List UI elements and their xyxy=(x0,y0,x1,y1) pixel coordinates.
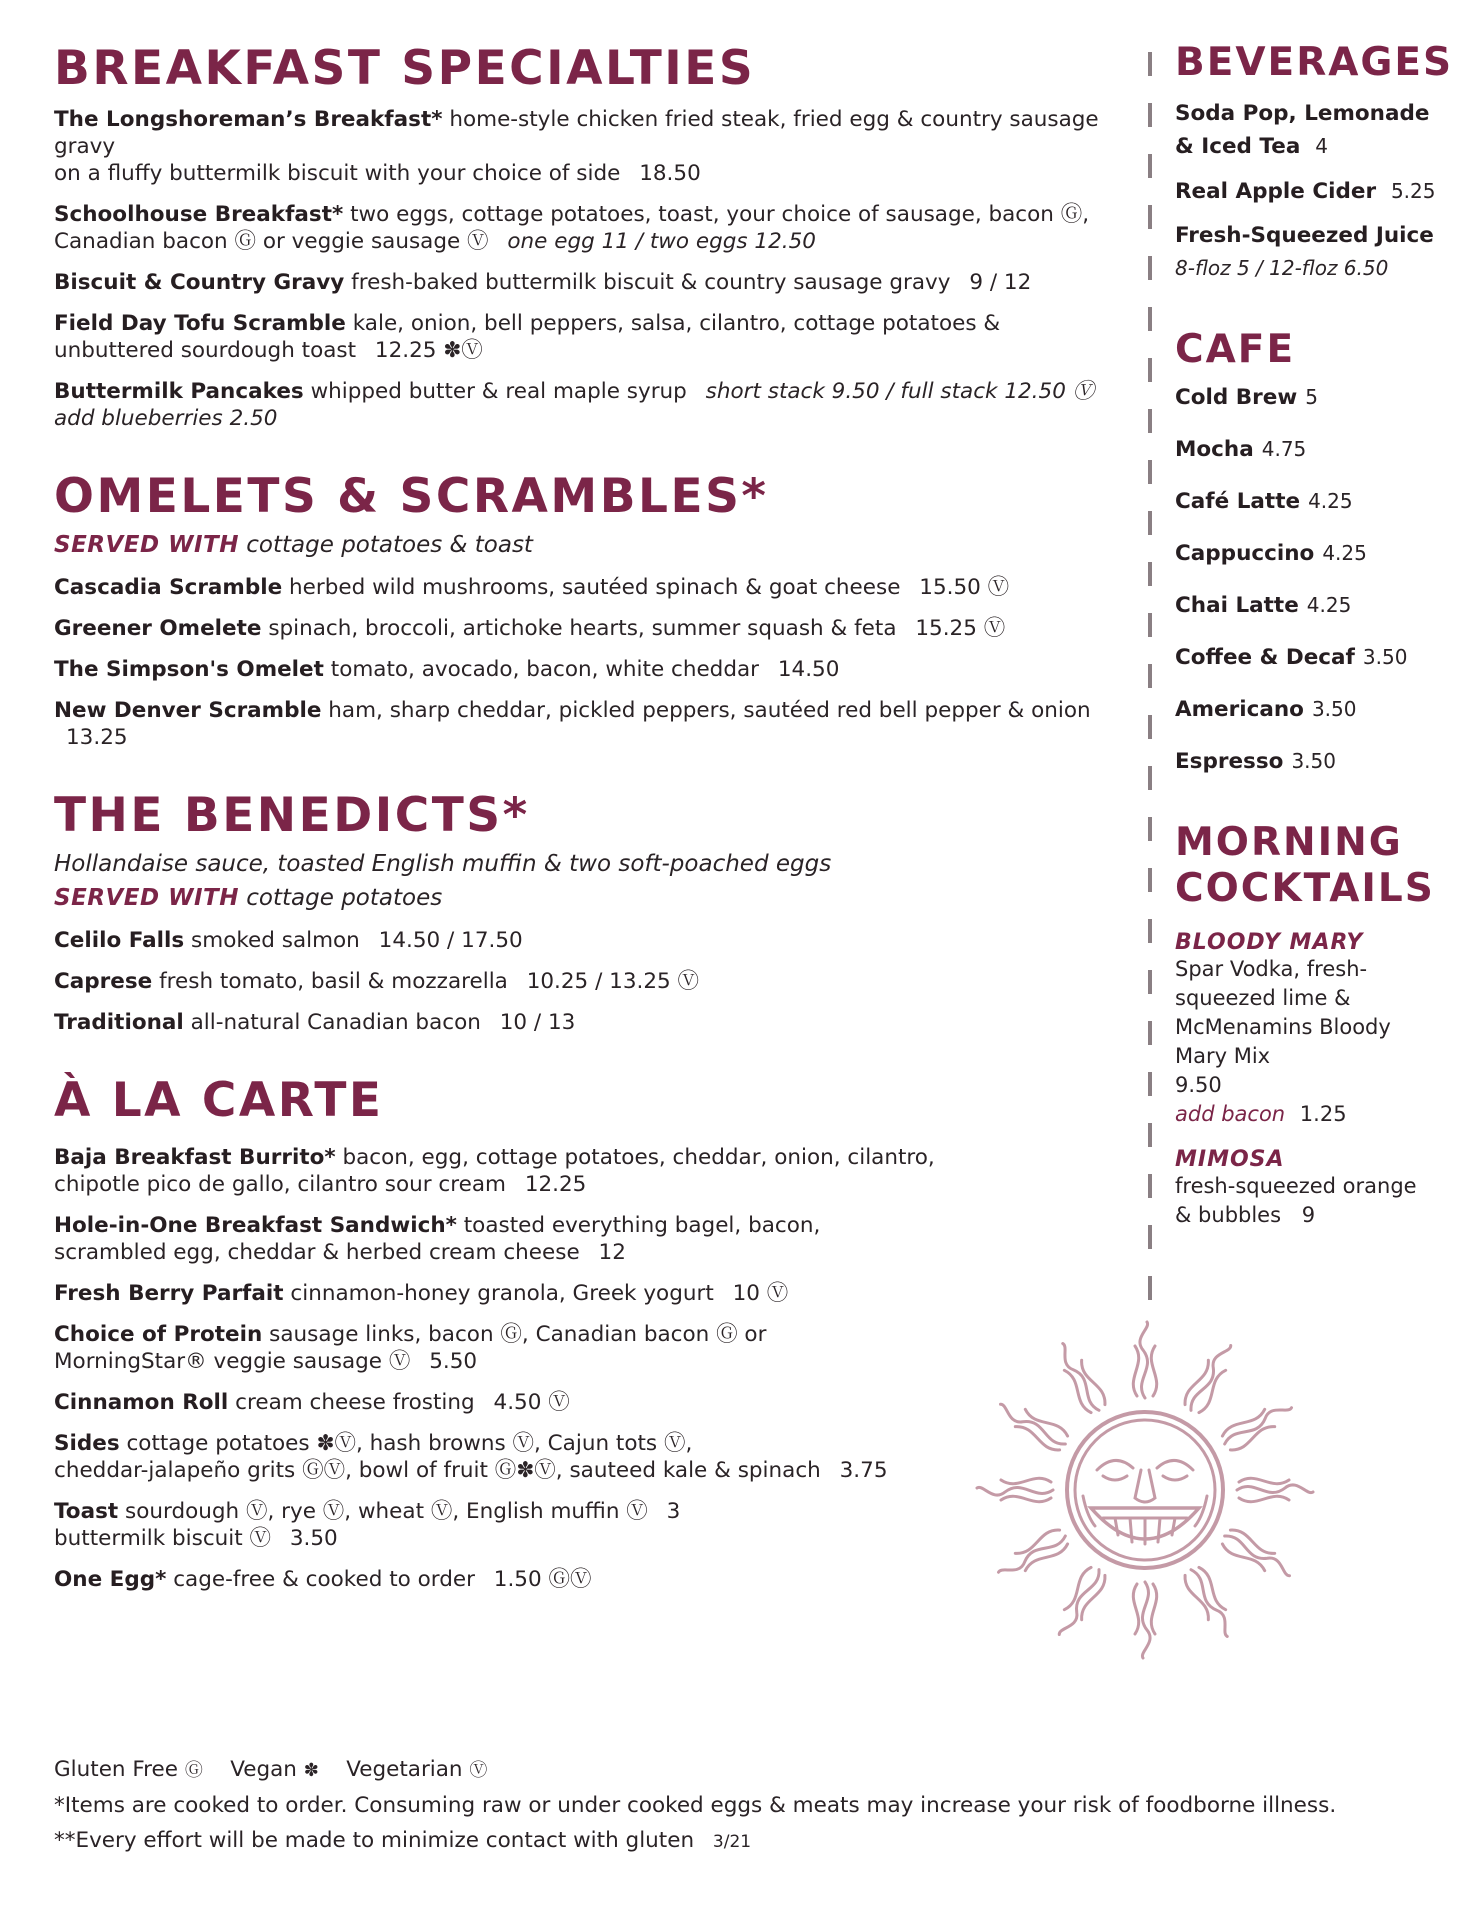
item-price: 4 xyxy=(1315,134,1328,158)
item-price: 10 / 13 xyxy=(499,1010,576,1035)
menu-item xyxy=(54,378,1134,432)
item-name: Fresh Berry Parfait xyxy=(54,1281,284,1306)
item-name: The Simpson's Omelet xyxy=(54,657,324,682)
item-desc: sourdough Ⓥ, rye Ⓥ, wheat Ⓥ, English muffin Ⓥ xyxy=(125,1499,648,1524)
item-desc-2: chipotle pico de gallo, cilantro sour cream xyxy=(54,1172,506,1197)
item-price: one egg 11 / two eggs 12.50 xyxy=(507,229,816,254)
item-desc: kale, onion, bell peppers, salsa, cilantro, cottage potatoes & xyxy=(352,311,1001,336)
item-name: Chai Latte xyxy=(1175,593,1299,618)
omelets-section xyxy=(54,468,1134,751)
vegan-icon: ✽ xyxy=(303,1760,319,1781)
item-desc: two eggs, cottage potatoes, toast, your choice of sausage, bacon Ⓖ, xyxy=(350,202,1090,227)
item-price: 12 xyxy=(598,1240,626,1265)
item-desc: bacon, egg, cottage potatoes, cheddar, onion, cilantro, xyxy=(342,1145,935,1170)
item-desc-2: Canadian bacon Ⓖ or veggie sausage Ⓥ xyxy=(54,229,489,254)
item-desc-2: cheddar-jalapeño grits ⒼⓋ, bowl of fruit Ⓖ✽Ⓥ, sauteed kale & spinach xyxy=(54,1458,821,1483)
breakfast-section xyxy=(54,40,1134,432)
vegetarian-label: Vegetarian xyxy=(346,1757,463,1782)
menu-item xyxy=(54,1280,1134,1307)
benedicts-title: THE BENEDICTS* xyxy=(54,788,530,843)
food-safety-note: *Items are cooked to order. Consuming raw or under cooked eggs & meats may increase your risk of foodborne illness. xyxy=(54,1793,1337,1818)
item-desc: all-natural Canadian bacon xyxy=(190,1010,481,1035)
desc-line: Mary Mix xyxy=(1175,1044,1271,1068)
menu-item xyxy=(54,656,1134,683)
item-price: 5 xyxy=(1305,385,1318,409)
item-name: Baja Breakfast Burrito* xyxy=(54,1145,336,1170)
item-name-2: & Iced Tea xyxy=(1175,134,1301,159)
item-name: Americano xyxy=(1175,697,1304,722)
item-price: 4.75 xyxy=(1261,437,1307,461)
item-name: Greener Omelete xyxy=(54,616,262,641)
item-name: Cold Brew xyxy=(1175,385,1298,410)
item-price: 10.25 / 13.25 Ⓥ xyxy=(526,969,700,994)
menu-item xyxy=(54,106,1134,187)
item-desc: cage-free & cooked to order xyxy=(173,1567,475,1592)
sun-face-icon xyxy=(975,1320,1315,1660)
item-name: Espresso xyxy=(1175,749,1284,774)
item-name: Celilo Falls xyxy=(54,928,185,953)
item-desc: home-style chicken fried steak, fried egg & country sausage gravy xyxy=(54,107,1099,159)
item-price: 14.50 / 17.50 xyxy=(378,928,523,953)
item-name: Cascadia Scramble xyxy=(54,575,283,600)
item-name: Choice of Protein xyxy=(54,1322,263,1347)
item-name: New Denver Scramble xyxy=(54,698,322,723)
cafe-item xyxy=(1175,641,1445,674)
column-divider xyxy=(1148,52,1152,1312)
item-sizes: 8-floz 5 / 12-floz 6.50 xyxy=(1175,256,1389,280)
gluten-free-label: Gluten Free xyxy=(54,1757,179,1782)
item-desc: cream cheese frosting xyxy=(235,1390,475,1415)
cocktail-addon: add bacon xyxy=(1175,1102,1286,1126)
beverages-section xyxy=(1175,40,1454,285)
item-price: 4.25 xyxy=(1308,489,1353,513)
cafe-item xyxy=(1175,693,1445,726)
item-price: 14.50 xyxy=(777,657,840,682)
item-price: 3 xyxy=(666,1499,681,1524)
benedicts-section xyxy=(54,787,1134,1036)
item-desc: herbed wild mushrooms, sautéed spinach & goat cheese xyxy=(289,575,901,600)
cafe-item xyxy=(1175,537,1445,570)
item-name: Caprese xyxy=(54,969,153,994)
item-addon: add blueberries 2.50 xyxy=(54,406,278,431)
cafe-section xyxy=(1175,327,1445,778)
item-name: Cinnamon Roll xyxy=(54,1390,229,1415)
item-price: 3.50 xyxy=(1291,749,1336,773)
item-price: 9 / 12 xyxy=(969,270,1032,295)
item-desc-2: buttermilk biscuit Ⓥ xyxy=(54,1526,272,1551)
served-label: SERVED WITH xyxy=(54,532,239,558)
menu-item xyxy=(54,697,1134,751)
item-desc: spinach, broccoli, artichoke hearts, summer squash & feta xyxy=(268,616,897,641)
item-desc: whipped butter & real maple syrup xyxy=(310,379,687,404)
menu-item xyxy=(54,1430,1134,1484)
item-desc-2: on a fluffy buttermilk biscuit with your choice of side xyxy=(54,161,621,186)
item-price: 3.75 xyxy=(839,1458,888,1483)
served-label: SERVED WITH xyxy=(54,885,239,911)
menu-item xyxy=(54,1009,1134,1036)
item-desc: fresh-baked buttermilk biscuit & country sausage gravy xyxy=(351,270,951,295)
item-name: Cappuccino xyxy=(1175,541,1315,566)
item-name: Coffee & Decaf xyxy=(1175,645,1355,670)
desc-line: & bubbles xyxy=(1175,1203,1282,1227)
item-price: 3.50 xyxy=(1311,697,1357,721)
item-price: 3.50 xyxy=(1362,645,1408,669)
served-text: cottage potatoes xyxy=(246,885,443,911)
item-name: Café Latte xyxy=(1175,489,1301,514)
cocktails-title-line2: COCKTAILS xyxy=(1175,866,1435,911)
cafe-item xyxy=(1175,381,1445,414)
cafe-item xyxy=(1175,589,1445,622)
item-price: short stack 9.50 / full stack 12.50 Ⓥ xyxy=(705,379,1095,404)
cocktails-section xyxy=(1175,820,1445,1230)
dietary-legend xyxy=(54,1752,1434,1788)
menu-item xyxy=(54,1498,1134,1552)
menu-item xyxy=(54,1144,1134,1198)
gluten-free-icon: Ⓖ xyxy=(184,1760,203,1781)
desc-line: fresh-squeezed orange xyxy=(1175,1174,1417,1198)
item-price-2: 3.50 xyxy=(289,1526,338,1551)
item-price: 12.25 xyxy=(524,1172,587,1197)
served-with xyxy=(54,530,1134,560)
cocktail-addon-price: 1.25 xyxy=(1299,1102,1347,1126)
menu-item xyxy=(54,1212,1134,1266)
beverage-item xyxy=(1175,175,1445,208)
cafe-title: CAFE xyxy=(1175,327,1296,372)
item-desc: ham, sharp cheddar, pickled peppers, sautéed red bell pepper & onion xyxy=(328,698,1091,723)
item-name: Fresh-Squeezed Juice xyxy=(1175,223,1434,248)
beverage-item xyxy=(1175,220,1445,285)
cocktail-price: 9 xyxy=(1301,1203,1316,1227)
item-desc: smoked salmon xyxy=(191,928,360,953)
gluten-note-text: **Every effort will be made to minimize contact with gluten xyxy=(54,1828,695,1853)
item-price: 15.25 Ⓥ xyxy=(915,616,1006,641)
cafe-item xyxy=(1175,485,1445,518)
item-price: 4.50 Ⓥ xyxy=(493,1390,570,1415)
item-desc: tomato, avocado, bacon, white cheddar xyxy=(330,657,759,682)
item-desc-2: MorningStar® veggie sausage Ⓥ xyxy=(54,1349,411,1374)
cocktail-name: BLOODY MARY xyxy=(1175,930,1364,955)
omelets-title: OMELETS & SCRAMBLES* xyxy=(54,469,769,524)
menu-version-code: 3/21 xyxy=(712,1832,752,1852)
cocktail-desc xyxy=(1175,1172,1445,1230)
item-price: 5.25 xyxy=(1390,179,1436,203)
vegan-label: Vegan xyxy=(230,1757,297,1782)
item-name: Buttermilk Pancakes xyxy=(54,379,304,404)
item-desc: sausage links, bacon Ⓖ, Canadian bacon Ⓖ or xyxy=(269,1322,767,1347)
desc-line: McMenamins Bloody xyxy=(1175,1015,1391,1039)
desc-line: Spar Vodka, fresh- xyxy=(1175,957,1368,981)
item-price: 10 Ⓥ xyxy=(732,1281,789,1306)
item-name: The Longshoreman’s Breakfast* xyxy=(54,107,443,132)
beverages-title: BEVERAGES xyxy=(1175,40,1454,85)
item-name: Traditional xyxy=(54,1010,184,1035)
item-price: 12.25 ✽Ⓥ xyxy=(374,338,483,363)
item-price: 18.50 xyxy=(639,161,701,186)
menu-item xyxy=(54,269,1134,296)
item-name: Toast xyxy=(54,1499,119,1524)
item-price: 4.25 xyxy=(1322,541,1367,565)
item-price: 5.50 xyxy=(429,1349,478,1374)
menu-item xyxy=(54,1321,1134,1375)
cocktail-price: 9.50 xyxy=(1175,1073,1222,1097)
item-price: 1.50 ⒼⓋ xyxy=(493,1567,592,1592)
breakfast-title: BREAKFAST SPECIALTIES xyxy=(54,41,756,96)
cafe-item xyxy=(1175,433,1445,466)
item-name: Schoolhouse Breakfast* xyxy=(54,202,344,227)
menu-item xyxy=(54,927,1134,954)
alacarte-section xyxy=(54,1072,1134,1593)
right-column xyxy=(1175,40,1454,1272)
alacarte-title: À LA CARTE xyxy=(54,1073,384,1128)
menu-item xyxy=(54,968,1134,995)
item-desc-2: scrambled egg, cheddar & herbed cream cheese xyxy=(54,1240,580,1265)
item-desc: fresh tomato, basil & mozzarella xyxy=(159,969,508,994)
menu-item xyxy=(54,1389,1134,1416)
cocktail-desc xyxy=(1175,955,1445,1129)
item-name: Field Day Tofu Scramble xyxy=(54,311,346,336)
menu-item xyxy=(54,574,1134,601)
item-name: Sides xyxy=(54,1431,120,1456)
cocktails-title-line1: MORNING xyxy=(1175,820,1403,865)
item-name: One Egg* xyxy=(54,1567,167,1592)
item-desc: toasted everything bagel, bacon, xyxy=(463,1213,821,1238)
cocktail-name: MIMOSA xyxy=(1175,1147,1285,1172)
served-text: cottage potatoes & toast xyxy=(246,532,533,558)
item-price: 13.25 xyxy=(66,725,128,750)
desc-line: squeezed lime & xyxy=(1175,986,1351,1010)
item-name: Real Apple Cider xyxy=(1175,179,1377,204)
left-column xyxy=(54,40,1134,1629)
benedicts-intro: Hollandaise sauce, toasted English muffin & two soft-poached eggs xyxy=(54,851,832,877)
sun-ray xyxy=(1133,1322,1156,1398)
menu-item xyxy=(54,615,1134,642)
item-desc: cottage potatoes ✽Ⓥ, hash browns Ⓥ, Cajun tots Ⓥ, xyxy=(126,1431,693,1456)
item-price: 15.50 Ⓥ xyxy=(919,575,1010,600)
menu-footer xyxy=(54,1752,1434,1860)
item-name: Soda Pop, Lemonade xyxy=(1175,101,1430,126)
cocktails-title xyxy=(1175,820,1445,912)
served-with xyxy=(54,883,1134,913)
menu-item xyxy=(54,201,1134,255)
menu-item xyxy=(54,310,1134,364)
item-price: 4.25 xyxy=(1306,593,1352,617)
item-desc-2: unbuttered sourdough toast xyxy=(54,338,357,363)
item-name: Biscuit & Country Gravy xyxy=(54,270,345,295)
item-desc: cinnamon-honey granola, Greek yogurt xyxy=(290,1281,714,1306)
cafe-item xyxy=(1175,745,1445,778)
item-name: Mocha xyxy=(1175,437,1254,462)
beverage-item xyxy=(1175,98,1445,163)
menu-item xyxy=(54,1566,1134,1593)
item-name: Hole-in-One Breakfast Sandwich* xyxy=(54,1213,457,1238)
vegetarian-icon: Ⓥ xyxy=(469,1760,488,1781)
gluten-note xyxy=(54,1823,1434,1860)
